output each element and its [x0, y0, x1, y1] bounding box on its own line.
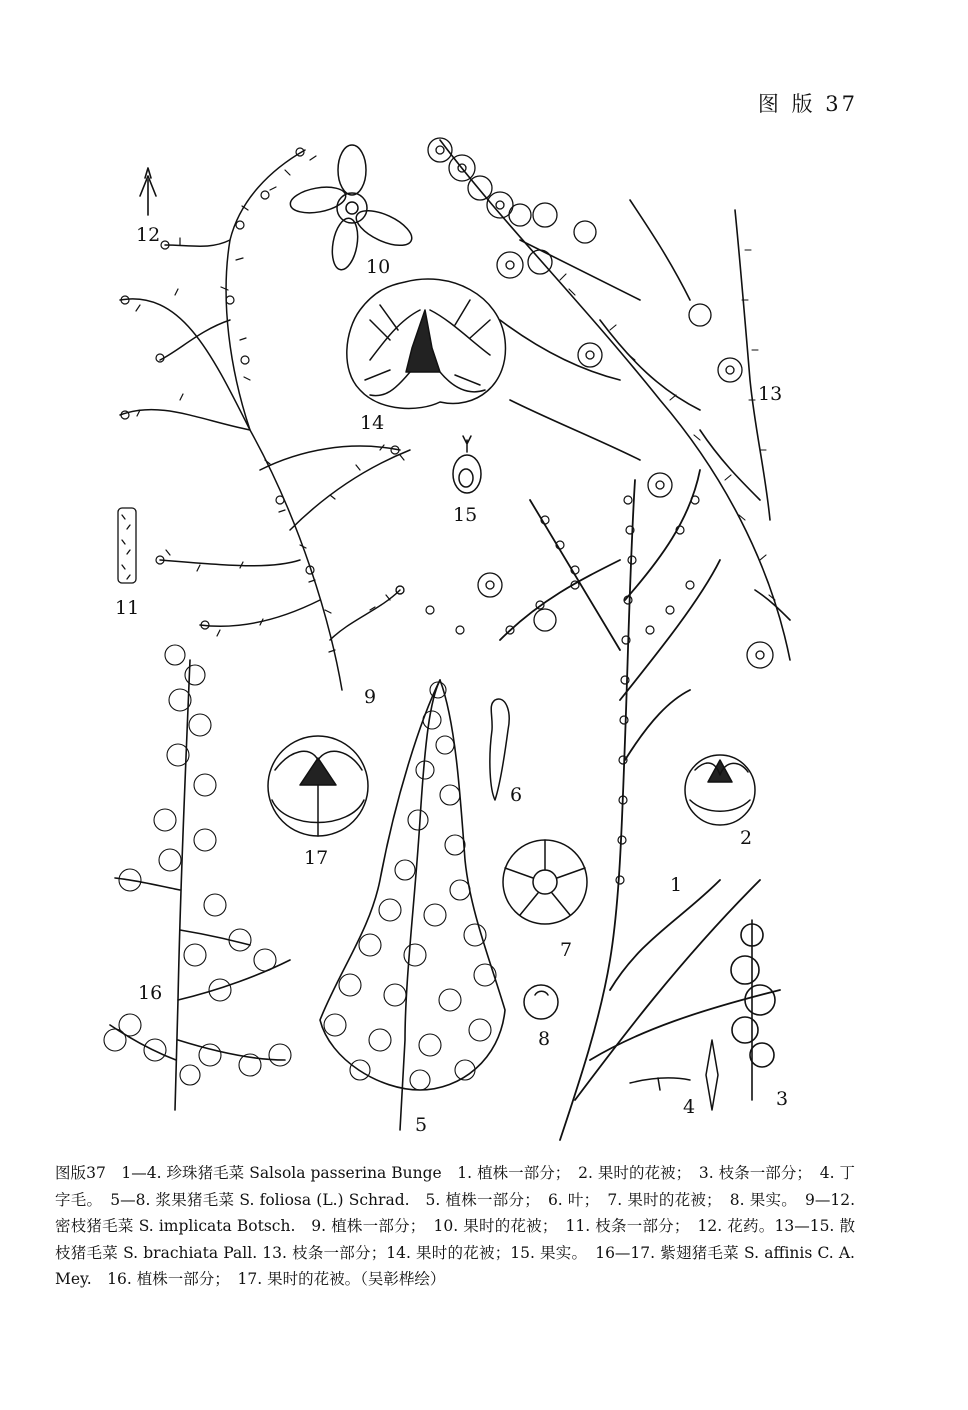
fig-label-7: 7 [560, 939, 573, 961]
fig-label-3: 3 [776, 1088, 789, 1110]
fig11-branch-segment [118, 508, 136, 583]
fig-label-1: 1 [670, 874, 683, 896]
fig-label-5: 5 [415, 1114, 428, 1136]
fig7-perianth-drawing [503, 840, 587, 924]
fig-label-16: 16 [138, 982, 163, 1004]
fig-label-13: 13 [758, 383, 783, 405]
fig12-anther-drawing [140, 168, 156, 215]
fig2-perianth-drawing [685, 755, 755, 825]
fig15-fruit-drawing [453, 436, 481, 493]
fig6-leaf-drawing [490, 699, 509, 800]
fig14-perianth-drawing [347, 279, 506, 408]
fig8-fruit-drawing [524, 985, 558, 1019]
fig-label-11: 11 [115, 597, 140, 619]
fig-label-15: 15 [453, 504, 478, 526]
fig16-plant-outline [110, 660, 290, 1110]
fig10-perianth-drawing [288, 145, 416, 272]
plate-page-header: 图 版 37 [757, 92, 858, 116]
fig1-branch-beads [396, 496, 699, 884]
fig5-inflorescence-outline [320, 680, 505, 1130]
fig5-flower-clusters [324, 682, 496, 1090]
fig17-perianth-drawing [268, 736, 368, 836]
fig9-leaf-tufts [121, 148, 404, 652]
fig4-hair-drawing [630, 1040, 718, 1110]
fig-label-2: 2 [740, 827, 753, 849]
fig-label-6: 6 [510, 784, 523, 806]
fig-label-17: 17 [304, 847, 329, 869]
fig-label-8: 8 [538, 1028, 551, 1050]
plate-caption [55, 1160, 855, 1293]
fig16-flower-clusters [104, 645, 291, 1085]
fig-label-12: 12 [136, 224, 161, 246]
fig-label-4: 4 [683, 1096, 696, 1118]
fig3-branch-drawing [731, 920, 775, 1100]
fig13-flowers [428, 138, 773, 668]
caption-text: 图版37 1—4. 珍珠猪毛菜 Salsola passerina Bunge 1. 植株一部分； 2. 果时的花被； 3. 枝条一部分； 4. 丁字毛。 5—8. 浆果猪毛菜 S. foliosa (L.) Schrad. 5. 植株一部分； 6. 叶； 7. 果时的花被； 8. 果实。 9—12. 密枝猪毛菜 S. implicata Botsch. 9. 植株一部分； 10. 果时的花被； 11. 枝条一部分； 12. 花药。13—15. 散枝猪毛菜 S. brachiata Pall. 13. 枝条一部分；14. 果时的花被；15. 果实。 16—17. 紫翅猪毛菜 S. affinis C. A. Mey. 16. 植株一部分； 17. 果时的花被。（吴彰桦绘） [55, 1164, 855, 1288]
fig-label-14: 14 [360, 412, 385, 434]
fig-label-10: 10 [366, 256, 391, 278]
fig-label-9: 9 [364, 686, 377, 708]
